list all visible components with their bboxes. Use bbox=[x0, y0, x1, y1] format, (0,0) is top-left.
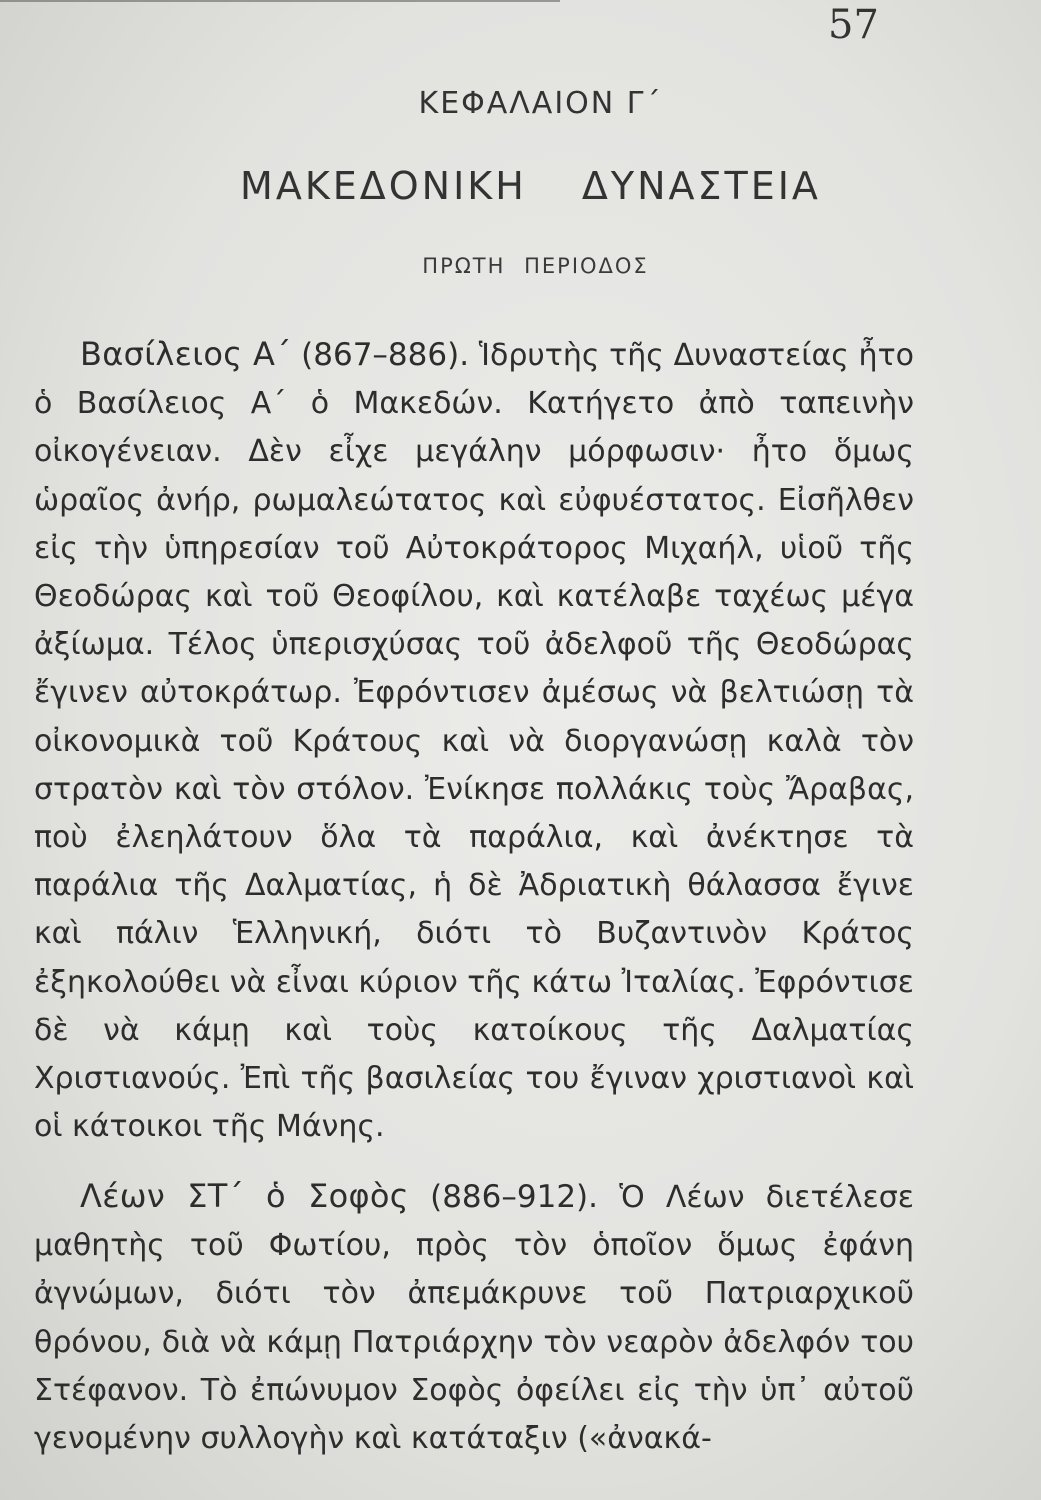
chapter-label: ΚΕΦΑΛΑΙΟΝ Γ΄ bbox=[418, 86, 663, 121]
section-basil-i bbox=[34, 330, 914, 1151]
section-dates: (886–912). bbox=[430, 1179, 598, 1215]
section-body: Ὁ Λέων διετέλεσε μαθητὴς τοῦ Φωτίου, πρὸς τὸν ὁποῖον ὅμως ἐφάνη ἀγνώμων, διότι τὸν ἀπεμάκρυνε τοῦ Πατριαρχικοῦ θρόνου, διὰ νὰ κάμῃ Πατριάρχην τὸν νεαρὸν ἀδελφόν του Στέφανον. Τὸ ἐπώνυμον Σοφὸς ὀφείλει εἰς τὴν ὑπ᾽ αὐτοῦ γενομένην συλλογὴν καὶ κατάταξιν («ἀνακά- bbox=[34, 1180, 914, 1457]
section-heading: Λέων ΣΤ΄ ὁ Σοφὸς bbox=[80, 1177, 409, 1215]
page-number: 57 bbox=[828, 2, 879, 48]
dynasty-title: ΜΑΚΕΔΟΝΙΚΗ ΔΥΝΑΣΤΕΙΑ bbox=[240, 164, 821, 208]
section-heading: Βασίλειος Α΄ bbox=[80, 335, 292, 373]
section-paragraph bbox=[34, 1172, 914, 1463]
section-body: Ἱδρυτὴς τῆς Δυναστείας ἦτο ὁ Βασίλειος Α΄ ὁ Μακεδών. Κατήγετο ἀπὸ ταπεινὴν οἰκογένειαν. Δὲν εἶχε μεγάλην μόρφωσιν· ἦτο ὅμως ὡραῖος ἀνήρ, ρωμαλεώτατος καὶ εὐφυέστατος. Εἰσῆλθεν εἰς τὴν ὑπηρεσίαν τοῦ Αὐτοκράτορος Μιχαήλ, υἱοῦ τῆς Θεοδώρας καὶ τοῦ Θεοφίλου, καὶ κατέλαβε ταχέως μέγα ἀξίωμα. Τέλος ὑπερισχύσας τοῦ ἀδελφοῦ τῆς Θεοδώρας ἔγινεν αὐτοκράτωρ. Ἐφρόντισεν ἀμέσως νὰ βελτιώσῃ τὰ οἰκονομικὰ τοῦ Κράτους καὶ νὰ διοργανώσῃ καλὰ τὸν στρατὸν καὶ τὸν στόλον. Ἐνίκησε πολλάκις τοὺς Ἄραβας, ποὺ ἐλεηλάτουν ὅλα τὰ παράλια, καὶ ἀνέκτησε τὰ παράλια τῆς Δαλματίας, ἡ δὲ Ἀδριατικὴ θάλασσα ἔγινε καὶ πάλιν Ἑλληνική, διότι τὸ Βυζαντινὸν Κράτος ἐξηκολούθει νὰ εἶναι κύριον τῆς κάτω Ἰταλίας. Ἐφρόντισε δὲ νὰ κάμῃ καὶ τοὺς κατοίκους τῆς Δαλματίας Χριστιανούς. Ἐπὶ τῆς βασιλείας του ἔγιναν χριστιανοὶ καὶ οἱ κάτοικοι τῆς Μάνης. bbox=[34, 338, 914, 1145]
section-dates: (867–886). bbox=[301, 337, 470, 373]
section-paragraph bbox=[34, 330, 914, 1151]
page-top-edge bbox=[0, 0, 560, 10]
section-leo-vi bbox=[34, 1172, 914, 1463]
period-label: ΠΡΩΤΗ ΠΕΡΙΟΔΟΣ bbox=[422, 254, 649, 278]
